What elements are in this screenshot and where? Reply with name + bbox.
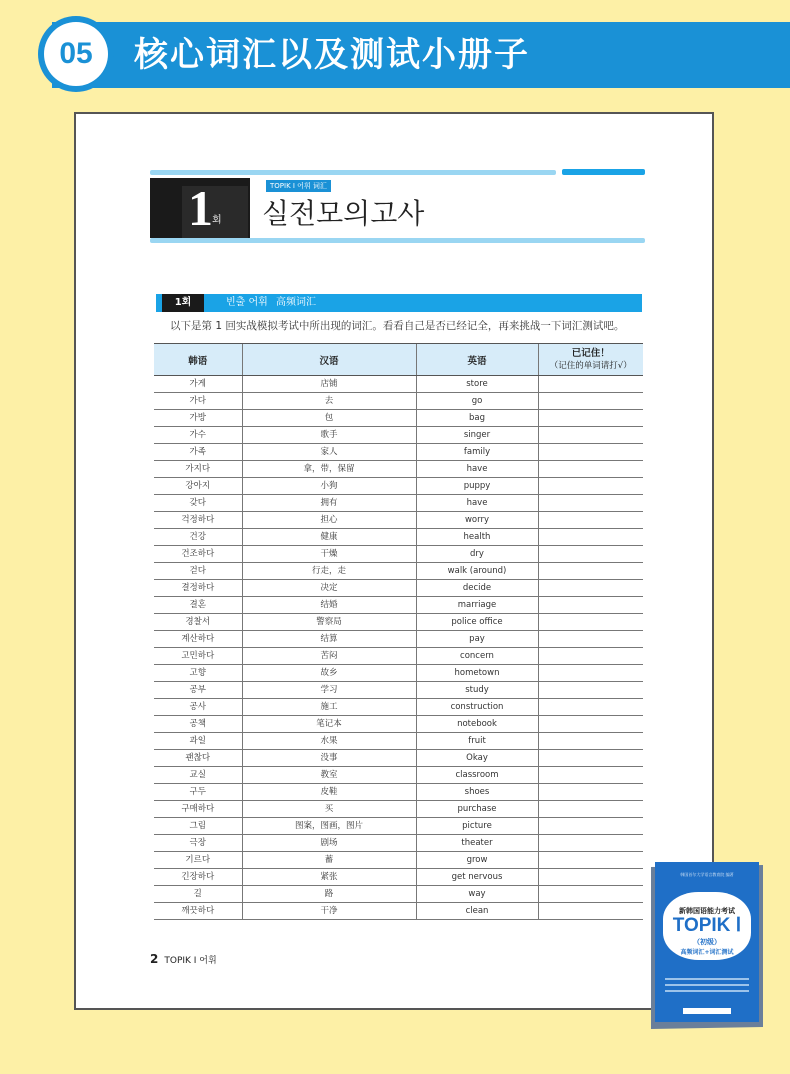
table-row xyxy=(154,733,643,750)
header-english: 英语 xyxy=(416,344,538,376)
book-text-line xyxy=(665,990,749,992)
book-title-subtitle: 高频词汇+词汇测试 xyxy=(680,949,734,956)
table-row xyxy=(154,750,643,767)
cell-checkbox[interactable] xyxy=(538,529,643,546)
table-row xyxy=(154,529,643,546)
cell-checkbox[interactable] xyxy=(538,869,643,886)
cell-chinese: 学习 xyxy=(242,682,416,699)
table-row xyxy=(154,512,643,529)
cell-checkbox[interactable] xyxy=(538,784,643,801)
cell-english: store xyxy=(416,376,538,393)
cell-korean: 가수 xyxy=(154,427,242,444)
cell-chinese: 蓄 xyxy=(242,852,416,869)
book-cover xyxy=(655,862,759,1022)
cell-korean: 고민하다 xyxy=(154,648,242,665)
table-row xyxy=(154,393,643,410)
table-row xyxy=(154,699,643,716)
cell-english: notebook xyxy=(416,716,538,733)
cell-english: health xyxy=(416,529,538,546)
book-text-line xyxy=(665,978,749,980)
cell-checkbox[interactable] xyxy=(538,393,643,410)
cell-checkbox[interactable] xyxy=(538,818,643,835)
cell-english: get nervous xyxy=(416,869,538,886)
cell-checkbox[interactable] xyxy=(538,597,643,614)
cell-checkbox[interactable] xyxy=(538,699,643,716)
cell-checkbox[interactable] xyxy=(538,750,643,767)
cell-english: classroom xyxy=(416,767,538,784)
cell-chinese: 剧场 xyxy=(242,835,416,852)
cell-korean: 과일 xyxy=(154,733,242,750)
cell-english: police office xyxy=(416,614,538,631)
cell-chinese: 干净 xyxy=(242,903,416,920)
cell-chinese: 路 xyxy=(242,886,416,903)
table-row xyxy=(154,869,643,886)
cell-english: fruit xyxy=(416,733,538,750)
header-korean: 韩语 xyxy=(154,344,242,376)
cell-checkbox[interactable] xyxy=(538,733,643,750)
cell-checkbox[interactable] xyxy=(538,580,643,597)
cell-korean: 건강 xyxy=(154,529,242,546)
vocabulary-rows xyxy=(154,376,643,920)
cell-korean: 기르다 xyxy=(154,852,242,869)
cell-english: marriage xyxy=(416,597,538,614)
cell-chinese: 小狗 xyxy=(242,478,416,495)
table-row xyxy=(154,597,643,614)
table-row xyxy=(154,614,643,631)
cell-english: puppy xyxy=(416,478,538,495)
cell-chinese: 歌手 xyxy=(242,427,416,444)
cell-checkbox[interactable] xyxy=(538,682,643,699)
cell-korean: 깨끗하다 xyxy=(154,903,242,920)
section-label-korean: 빈출 어휘 xyxy=(226,297,268,308)
cell-english: hometown xyxy=(416,665,538,682)
cell-chinese: 紧张 xyxy=(242,869,416,886)
cell-chinese: 没事 xyxy=(242,750,416,767)
chapter-title: 실전모의고사 xyxy=(262,197,425,230)
cell-chinese: 干燥 xyxy=(242,546,416,563)
chapter-number-suffix: 회 xyxy=(212,215,222,226)
cell-english: purchase xyxy=(416,801,538,818)
header-rule-right xyxy=(562,169,645,175)
cell-checkbox[interactable] xyxy=(538,427,643,444)
cell-chinese: 去 xyxy=(242,393,416,410)
cell-korean: 공사 xyxy=(154,699,242,716)
book-text-line xyxy=(665,984,749,986)
cell-korean: 강아지 xyxy=(154,478,242,495)
cell-english: shoes xyxy=(416,784,538,801)
cell-checkbox[interactable] xyxy=(538,631,643,648)
table-row xyxy=(154,546,643,563)
table-row xyxy=(154,801,643,818)
cell-chinese: 买 xyxy=(242,801,416,818)
cell-checkbox[interactable] xyxy=(538,886,643,903)
table-row xyxy=(154,682,643,699)
cell-chinese: 健康 xyxy=(242,529,416,546)
cell-checkbox[interactable] xyxy=(538,461,643,478)
book-title-level: （初级） xyxy=(693,938,721,946)
chapter-number: 1 xyxy=(188,180,213,236)
table-row xyxy=(154,665,643,682)
table-row xyxy=(154,461,643,478)
table-row xyxy=(154,784,643,801)
book-title-line1: 新韩国语能力考试 xyxy=(679,907,735,915)
cell-chinese: 担心 xyxy=(242,512,416,529)
cell-korean: 가족 xyxy=(154,444,242,461)
table-header-row xyxy=(154,344,643,376)
cell-korean: 극장 xyxy=(154,835,242,852)
cell-korean: 공부 xyxy=(154,682,242,699)
cell-checkbox[interactable] xyxy=(538,801,643,818)
cell-english: grow xyxy=(416,852,538,869)
cell-checkbox[interactable] xyxy=(538,665,643,682)
cell-korean: 가다 xyxy=(154,393,242,410)
cell-english: have xyxy=(416,461,538,478)
cell-korean: 가방 xyxy=(154,410,242,427)
header-remembered-label: 已记住！ xyxy=(571,347,610,359)
table-row xyxy=(154,631,643,648)
cell-korean: 그림 xyxy=(154,818,242,835)
book-publisher-line: 韩国首尔大学语言教育院 编著 xyxy=(680,872,734,877)
cell-english: way xyxy=(416,886,538,903)
cell-english: worry xyxy=(416,512,538,529)
cell-english: pay xyxy=(416,631,538,648)
cell-korean: 괜찮다 xyxy=(154,750,242,767)
cell-checkbox[interactable] xyxy=(538,410,643,427)
cell-chinese: 结算 xyxy=(242,631,416,648)
cell-english: family xyxy=(416,444,538,461)
cell-chinese: 店铺 xyxy=(242,376,416,393)
cell-english: dry xyxy=(416,546,538,563)
cell-chinese: 行走，走 xyxy=(242,563,416,580)
cell-english: Okay xyxy=(416,750,538,767)
footer-label: TOPIK Ⅰ 어휘 xyxy=(164,956,217,966)
section-number: 1회 xyxy=(162,294,204,312)
cell-chinese: 家人 xyxy=(242,444,416,461)
cell-english: concern xyxy=(416,648,538,665)
cell-checkbox[interactable] xyxy=(538,716,643,733)
cell-english: theater xyxy=(416,835,538,852)
page-footer xyxy=(150,952,217,966)
cell-checkbox[interactable] xyxy=(538,478,643,495)
table-row xyxy=(154,444,643,461)
book-title-topik: TOPIK Ⅰ xyxy=(672,915,742,936)
header-rule-bottom xyxy=(150,238,645,243)
cell-english: bag xyxy=(416,410,538,427)
cell-korean: 결혼 xyxy=(154,597,242,614)
cell-checkbox[interactable] xyxy=(538,648,643,665)
table-row xyxy=(154,903,643,920)
cell-english: construction xyxy=(416,699,538,716)
number-badge-label: 05 xyxy=(44,22,108,86)
cell-korean: 가지다 xyxy=(154,461,242,478)
cell-korean: 긴장하다 xyxy=(154,869,242,886)
table-row xyxy=(154,648,643,665)
cell-english: walk (around) xyxy=(416,563,538,580)
cell-korean: 걷다 xyxy=(154,563,242,580)
cell-chinese: 结婚 xyxy=(242,597,416,614)
section-label-chinese: 高频词汇 xyxy=(276,297,316,308)
cell-chinese: 皮鞋 xyxy=(242,784,416,801)
cell-korean: 교실 xyxy=(154,767,242,784)
table-row xyxy=(154,427,643,444)
cell-korean: 구두 xyxy=(154,784,242,801)
cell-korean: 길 xyxy=(154,886,242,903)
cell-korean: 갖다 xyxy=(154,495,242,512)
cell-english: picture xyxy=(416,818,538,835)
header-remembered xyxy=(538,344,643,376)
cell-chinese: 施工 xyxy=(242,699,416,716)
page-number: 2 xyxy=(150,952,159,966)
header-remembered-note: （记住的单词请打√） xyxy=(549,360,632,371)
cell-korean: 결정하다 xyxy=(154,580,242,597)
cell-chinese: 包 xyxy=(242,410,416,427)
cell-checkbox[interactable] xyxy=(538,495,643,512)
cell-checkbox[interactable] xyxy=(538,546,643,563)
cell-chinese: 笔记本 xyxy=(242,716,416,733)
table-row xyxy=(154,835,643,852)
cell-korean: 경찰서 xyxy=(154,614,242,631)
cell-checkbox[interactable] xyxy=(538,852,643,869)
cell-chinese: 水果 xyxy=(242,733,416,750)
cell-korean: 건조하다 xyxy=(154,546,242,563)
cell-english: singer xyxy=(416,427,538,444)
cell-english: decide xyxy=(416,580,538,597)
cell-checkbox[interactable] xyxy=(538,376,643,393)
cell-korean: 구매하다 xyxy=(154,801,242,818)
cell-english: study xyxy=(416,682,538,699)
cell-checkbox[interactable] xyxy=(538,512,643,529)
cell-chinese: 拥有 xyxy=(242,495,416,512)
cell-english: go xyxy=(416,393,538,410)
cell-chinese: 拿，带，保留 xyxy=(242,461,416,478)
cell-chinese: 教室 xyxy=(242,767,416,784)
section-intro: 以下是第 1 回实战模拟考试中所出现的词汇。看看自己是否已经记全，再来挑战一下词汇测试吧。 xyxy=(170,320,625,332)
cell-korean: 고향 xyxy=(154,665,242,682)
table-row xyxy=(154,495,643,512)
cell-english: have xyxy=(416,495,538,512)
table-row xyxy=(154,563,643,580)
cell-chinese: 苦闷 xyxy=(242,648,416,665)
cell-chinese: 决定 xyxy=(242,580,416,597)
cell-korean: 걱정하다 xyxy=(154,512,242,529)
cell-korean: 공책 xyxy=(154,716,242,733)
table-row xyxy=(154,818,643,835)
book-publisher-logo xyxy=(683,1008,731,1014)
table-row xyxy=(154,580,643,597)
table-row xyxy=(154,410,643,427)
vocabulary-table xyxy=(154,343,643,920)
cell-chinese: 警察局 xyxy=(242,614,416,631)
table-row xyxy=(154,886,643,903)
cell-chinese: 图案，图画，图片 xyxy=(242,818,416,835)
cell-checkbox[interactable] xyxy=(538,563,643,580)
topic-chip: TOPIK Ⅰ 어휘 词汇 xyxy=(266,180,331,192)
header-chinese: 汉语 xyxy=(242,344,416,376)
cell-chinese: 故乡 xyxy=(242,665,416,682)
cell-korean: 계산하다 xyxy=(154,631,242,648)
cell-checkbox[interactable] xyxy=(538,903,643,920)
header-rule-left xyxy=(150,170,556,175)
table-row xyxy=(154,767,643,784)
cell-checkbox[interactable] xyxy=(538,767,643,784)
table-row xyxy=(154,716,643,733)
cell-english: clean xyxy=(416,903,538,920)
book-page xyxy=(74,112,714,1010)
top-banner xyxy=(52,22,790,88)
table-row xyxy=(154,852,643,869)
table-row xyxy=(154,376,643,393)
cell-korean: 가게 xyxy=(154,376,242,393)
cell-checkbox[interactable] xyxy=(538,614,643,631)
cell-checkbox[interactable] xyxy=(538,444,643,461)
table-row xyxy=(154,478,643,495)
banner-title: 核心词汇以及测试小册子 xyxy=(134,35,530,75)
cell-checkbox[interactable] xyxy=(538,835,643,852)
